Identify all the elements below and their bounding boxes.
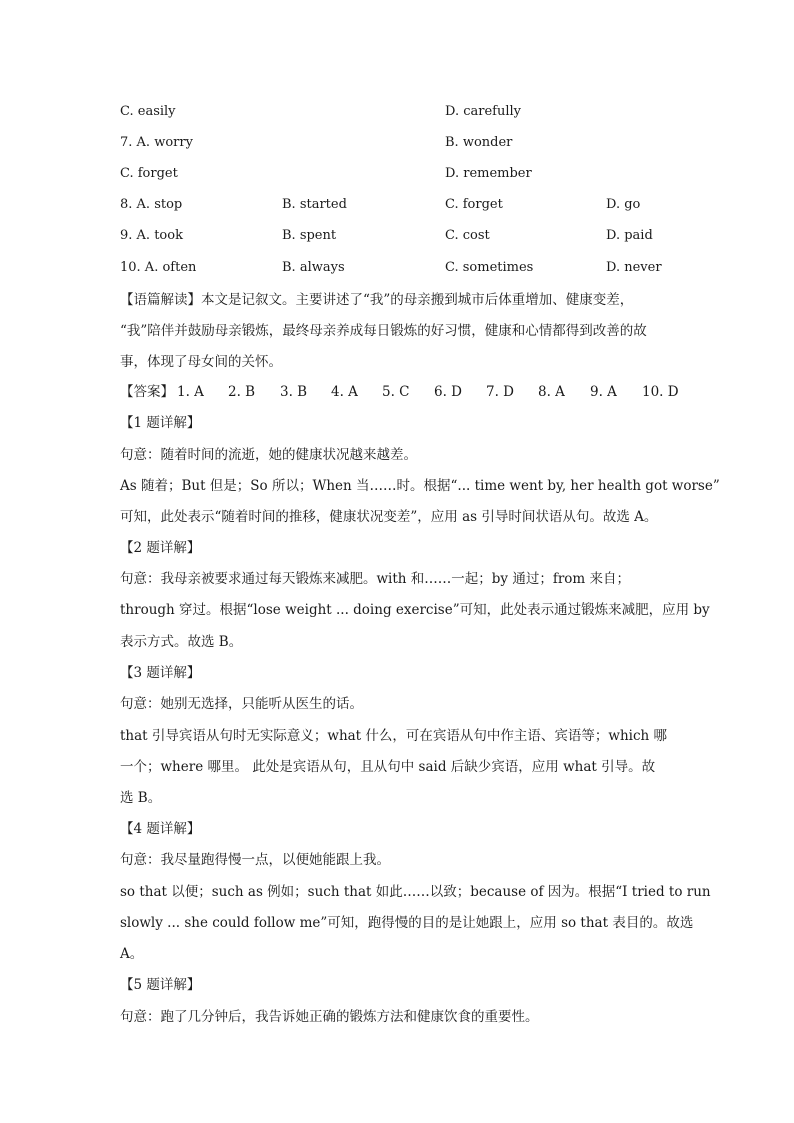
option: D. remember: [445, 166, 532, 181]
option: C. cost: [445, 228, 490, 243]
answer-item: 1. A: [177, 384, 204, 400]
option: C. forget: [445, 197, 503, 212]
answer-item: 10. D: [642, 384, 679, 400]
analysis-text: 事，体现了母女间的关怀。: [120, 354, 282, 370]
analysis-text: “我”陪伴并鼓励母亲锻炼，最终母亲养成每日锻炼的好习惯，健康和心情都得到改善的故: [120, 323, 647, 339]
option: B. started: [282, 197, 347, 212]
option: C. forget: [120, 166, 178, 181]
answer-item: 6. D: [434, 384, 462, 400]
option: B. always: [282, 260, 345, 275]
option: 7. A. worry: [120, 135, 193, 150]
option: 8. A. stop: [120, 197, 183, 212]
option: D. never: [606, 260, 662, 275]
section-heading: 【5 题详解】: [120, 977, 201, 993]
option: C. easily: [120, 104, 176, 119]
detail-text: slowly ... she could follow me”可知，跑得慢的目的是让她跟上，应用 so that 表目的。故选: [120, 915, 694, 931]
option: D. paid: [606, 228, 653, 243]
detail-text: that 引导宾语从句时无实际意义；what 什么，可在宾语从句中作主语、宾语等；which 哪: [120, 728, 668, 744]
answer-item: 2. B: [228, 384, 256, 400]
answer-item: 8. A: [538, 384, 565, 400]
option: D. go: [606, 197, 641, 212]
option: B. spent: [282, 228, 337, 243]
answer-item: 7. D: [486, 384, 514, 400]
answer-item: 9. A: [590, 384, 617, 400]
detail-text: through 穿过。根据“lose weight ... doing exercise”可知，此处表示通过锻炼来减肥，应用 by: [120, 602, 710, 618]
answer-item: 3. B: [280, 384, 308, 400]
option: C. sometimes: [445, 260, 534, 275]
section-heading: 【4 题详解】: [120, 821, 201, 837]
detail-text: 选 B。: [120, 790, 162, 806]
option: B. wonder: [445, 135, 513, 150]
option: 9. A. took: [120, 228, 183, 243]
answer-label: 【答案】: [120, 384, 174, 400]
detail-text: 句意：她别无选择，只能听从医生的话。: [120, 696, 363, 712]
answer-item: 4. A: [331, 384, 358, 400]
option: 10. A. often: [120, 260, 197, 275]
detail-text: 句意：我尽量跑得慢一点，以便她能跟上我。: [120, 852, 390, 868]
section-heading: 【1 题详解】: [120, 415, 201, 431]
detail-text: 句意：随着时间的流逝，她的健康状况越来越差。: [120, 447, 417, 463]
section-heading: 【3 题详解】: [120, 665, 201, 681]
detail-text: 句意：跑了几分钟后，我告诉她正确的锻炼方法和健康饮食的重要性。: [120, 1009, 539, 1025]
detail-text: A。: [120, 946, 144, 962]
detail-text: 一个；where 哪里。 此处是宾语从句，且从句中 said 后缺少宾语，应用 what 引导。故: [120, 759, 656, 775]
answer-item: 5. C: [382, 384, 410, 400]
detail-text: 可知，此处表示“随着时间的推移，健康状况变差”，应用 as 引导时间状语从句。故选 A。: [120, 509, 658, 525]
option: D. carefully: [445, 104, 522, 119]
detail-text: 句意：我母亲被要求通过每天锻炼来减肥。with 和……一起；by 通过；from 来自；: [120, 571, 631, 587]
section-heading: 【2 题详解】: [120, 540, 201, 556]
detail-text: so that 以便；such as 例如；such that 如此……以致；because of 因为。根据“I tried to run: [120, 884, 711, 900]
detail-text: 表示方式。故选 B。: [120, 634, 243, 650]
analysis-text: 【语篇解读】本文是记叙文。主要讲述了“我”的母亲搬到城市后体重增加、健康变差，: [120, 292, 634, 308]
detail-text: As 随着；But 但是；So 所以；When 当……时。根据“... time went by, her health got worse”: [120, 478, 720, 494]
